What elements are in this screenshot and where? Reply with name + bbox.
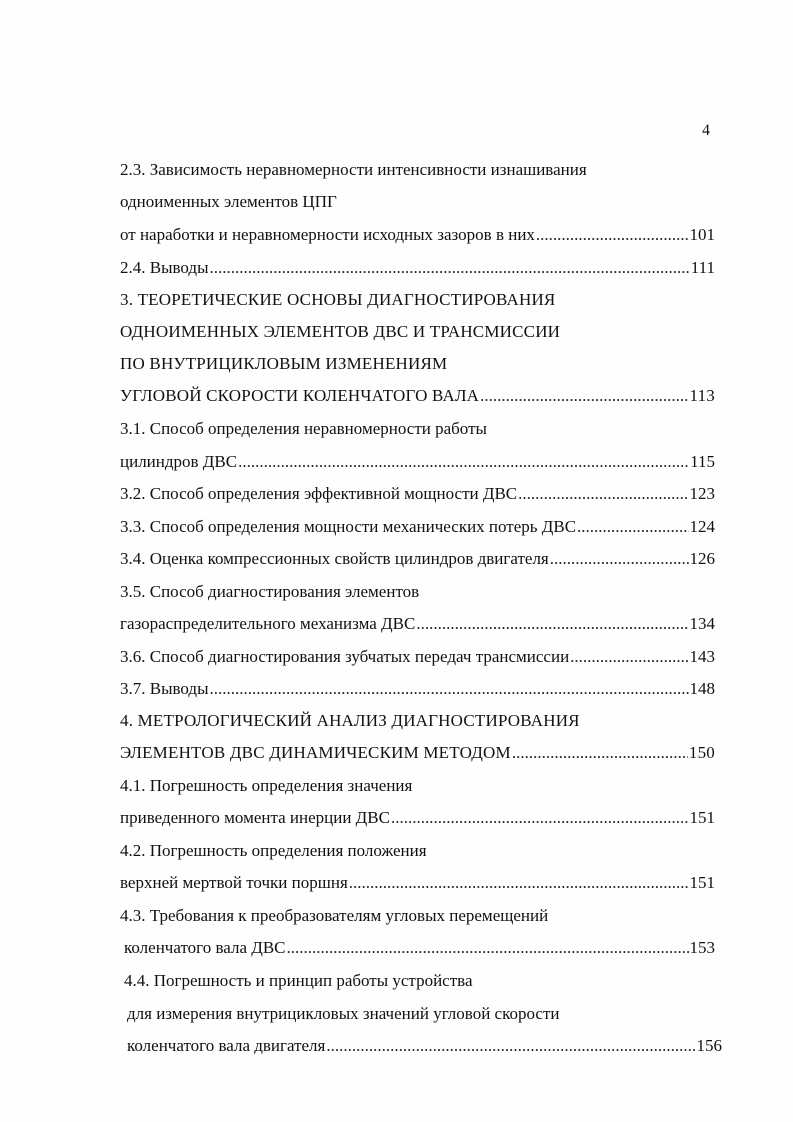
leader-dots <box>238 450 689 474</box>
toc-page-ref: 134 <box>689 614 715 633</box>
toc-chapter-3-line-1: 3. ТЕОРЕТИЧЕСКИЕ ОСНОВЫ ДИАГНОСТИРОВАНИЯ <box>120 290 556 309</box>
toc-entry-4-4-line-1: 4.4. Погрешность и принцип работы устройства <box>124 971 473 990</box>
toc-entry-2-3-line-1: 2.3. Зависимость неравномерности интенсивности изнашивания <box>120 160 587 179</box>
leader-dots <box>416 612 688 636</box>
toc-page-ref: 156 <box>696 1036 722 1055</box>
toc-entry-3-5-line-2: газораспределительного механизма ДВС ..... 134 <box>120 612 715 636</box>
leader-dots <box>550 547 689 571</box>
leader-dots <box>349 871 689 895</box>
toc-page-ref: 151 <box>689 873 715 892</box>
leader-dots <box>577 515 688 539</box>
leader-dots <box>391 806 689 830</box>
toc-page-ref: 126 <box>689 549 715 568</box>
leader-dots <box>210 256 690 280</box>
leader-dots <box>536 223 689 247</box>
toc-entry-3-4: 3.4. Оценка компрессионных свойств цилиндров двигателя ..... 126 <box>120 547 715 571</box>
toc-page-ref: 150 <box>688 743 715 762</box>
toc-entry-4-1-line-1: 4.1. Погрешность определения значения <box>120 776 413 795</box>
toc-page-ref: 123 <box>689 484 715 503</box>
leader-dots <box>326 1034 695 1058</box>
toc-entry-4-3-line-1: 4.3. Требования к преобразователям угловых перемещений <box>120 906 549 925</box>
toc-entry-3-1-line-1: 3.1. Способ определения неравномерности работы <box>120 419 487 438</box>
toc-page-ref: 111 <box>690 258 715 277</box>
toc-entry-4-4-line-3: коленчатого вала двигателя ..... 156 <box>127 1034 722 1058</box>
toc-entry-4-2-line-1: 4.2. Погрешность определения положения <box>120 841 427 860</box>
toc-entry-4-2-line-2: верхней мертвой точки поршня ..... 151 <box>120 871 715 895</box>
leader-dots <box>480 384 688 408</box>
toc-entry-2-4: 2.4. Выводы ..... 111 <box>120 256 715 280</box>
toc-chapter-4-line-2: ЭЛЕМЕНТОВ ДВС ДИНАМИЧЕСКИМ МЕТОДОМ ..... 150 <box>120 741 715 765</box>
leader-dots <box>512 741 688 765</box>
toc-entry-2-3-line-2: одноименных элементов ЦПГ <box>120 192 337 211</box>
toc-entry-3-7: 3.7. Выводы ..... 148 <box>120 677 715 701</box>
toc-chapter-3-line-2: ОДНОИМЕННЫХ ЭЛЕМЕНТОВ ДВС И ТРАНСМИССИИ <box>120 322 561 341</box>
toc-entry-3-2: 3.2. Способ определения эффективной мощности ДВС ..... 123 <box>120 482 715 506</box>
toc-entry-3-1-line-2: цилиндров ДВС ..... 115 <box>120 450 715 474</box>
toc-page-ref: 115 <box>690 452 715 471</box>
toc-page-ref: 101 <box>689 225 715 244</box>
leader-dots <box>570 645 688 669</box>
toc-page-ref: 113 <box>689 386 715 405</box>
toc-chapter-4-line-1: 4. МЕТРОЛОГИЧЕСКИЙ АНАЛИЗ ДИАГНОСТИРОВАНИЯ <box>120 711 580 730</box>
toc-page-ref: 148 <box>689 679 715 698</box>
toc-page-ref: 124 <box>689 517 715 536</box>
toc-page-ref: 153 <box>689 938 715 957</box>
page-number: 4 <box>702 122 710 139</box>
toc-entry-3-3: 3.3. Способ определения мощности механических потерь ДВС ..... 124 <box>120 515 715 539</box>
toc-entry-4-3-line-2: коленчатого вала ДВС ..... 153 <box>124 936 715 960</box>
toc-entry-3-6: 3.6. Способ диагностирования зубчатых передач трансмиссии ..... 143 <box>120 645 715 669</box>
toc-entry-4-1-line-2: приведенного момента инерции ДВС ..... 151 <box>120 806 715 830</box>
toc-chapter-3-line-4: УГЛОВОЙ СКОРОСТИ КОЛЕНЧАТОГО ВАЛА ..... 113 <box>120 384 715 408</box>
toc-page-ref: 151 <box>689 808 715 827</box>
leader-dots <box>287 936 689 960</box>
toc-page-ref: 143 <box>689 647 715 666</box>
toc-entry-2-3-line-3: от наработки и неравномерности исходных зазоров в них ..... 101 <box>120 223 715 247</box>
toc-chapter-3-line-3: ПО ВНУТРИЦИКЛОВЫМ ИЗМЕНЕНИЯМ <box>120 354 448 373</box>
leader-dots <box>210 677 689 701</box>
toc-entry-3-5-line-1: 3.5. Способ диагностирования элементов <box>120 582 420 601</box>
leader-dots <box>518 482 688 506</box>
toc-entry-4-4-line-2: для измерения внутрицикловых значений угловой скорости <box>127 1004 560 1023</box>
